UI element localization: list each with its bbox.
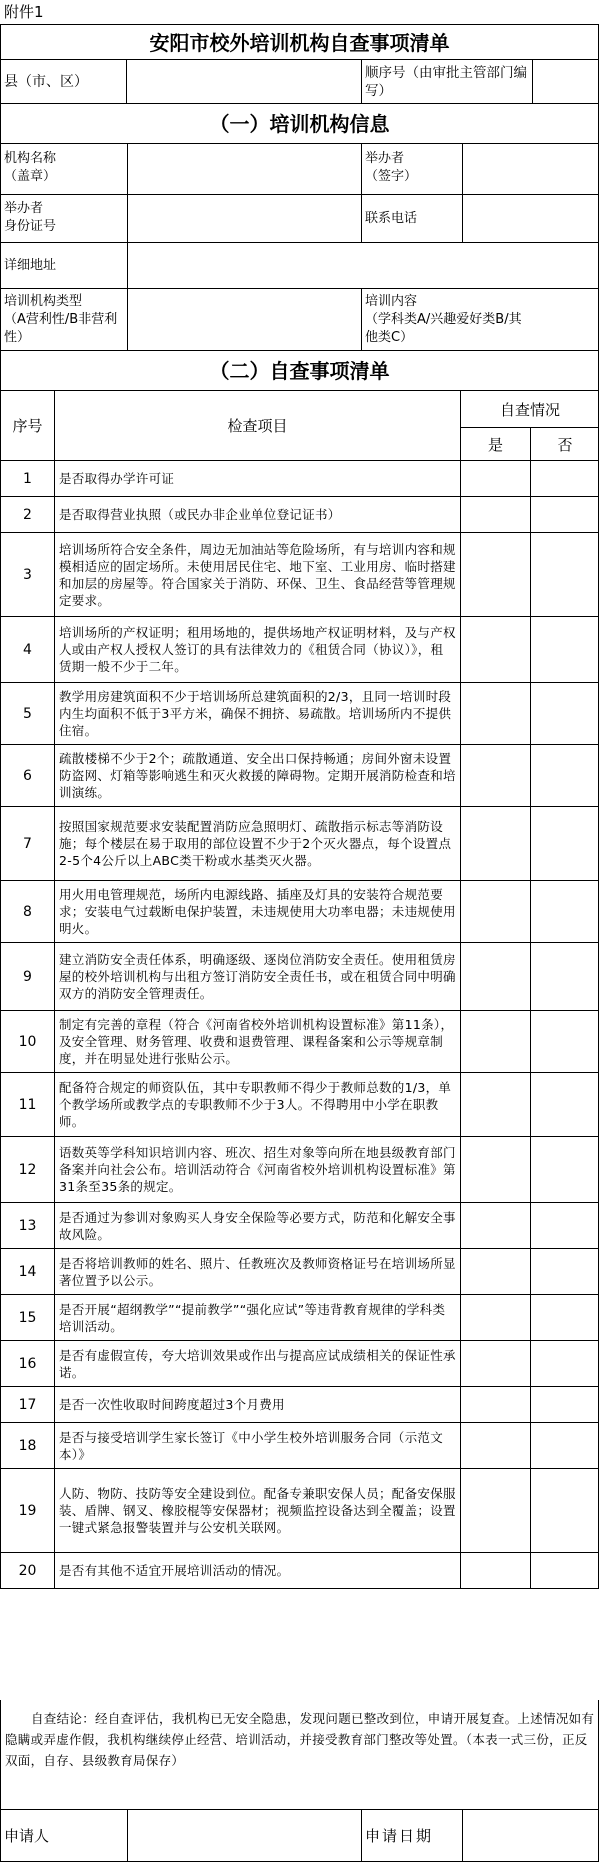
item-number: 9	[1, 943, 55, 1010]
section2-title: （二）自查事项清单	[0, 351, 599, 391]
item-text: 培训场所符合安全条件，周边无加油站等危险场所，有与培训内容和规模相适应的固定场所。未使用居民住宅、地下室、工业用房、临时搭建和加层的房屋等。符合国家关于消防、环保、卫生、食品经营等管理规定要求。	[55, 533, 461, 616]
item-no-checkbox[interactable]	[531, 533, 599, 616]
item-text: 是否取得营业执照（或民办非企业单位登记证书）	[55, 497, 461, 532]
item-yes-checkbox[interactable]	[461, 617, 531, 682]
item-yes-checkbox[interactable]	[461, 1073, 531, 1136]
table-row	[0, 1553, 599, 1589]
item-no-checkbox[interactable]	[531, 1469, 599, 1552]
item-number: 16	[1, 1341, 55, 1386]
item-text: 用火用电管理规范，场所内电源线路、插座及灯具的安装符合规范要求；安装电气过载断电保护装置，未违规使用大功率电器；未违规使用明火。	[55, 881, 461, 942]
table-row	[0, 943, 599, 1011]
item-yes-checkbox[interactable]	[461, 497, 531, 532]
org-name-row	[0, 144, 599, 195]
table-row	[0, 1295, 599, 1341]
org-type-row	[0, 289, 599, 351]
item-yes-checkbox[interactable]	[461, 1469, 531, 1552]
item-text: 是否通过为参训对象购买人身安全保险等必要方式，防范和化解安全事故风险。	[55, 1203, 461, 1248]
item-yes-checkbox[interactable]	[461, 1203, 531, 1248]
table-row	[0, 807, 599, 881]
item-text: 人防、物防、技防等安全建设到位。配备专兼职安保人员；配备安保服装、盾牌、钢叉、橡胶棍等安保器材；视频监控设备达到全覆盖；设置一键式紧急报警装置并与公安机关联网。	[55, 1469, 461, 1552]
table-row	[0, 683, 599, 745]
item-yes-checkbox[interactable]	[461, 1295, 531, 1340]
item-yes-checkbox[interactable]	[461, 745, 531, 806]
item-number: 19	[1, 1469, 55, 1552]
item-text: 语数英等学科知识培训内容、班次、招生对象等向所在地县级教育部门备案并向社会公布。培训活动符合《河南省校外培训机构设置标准》第31条至35条的规定。	[55, 1137, 461, 1202]
item-no-checkbox[interactable]	[531, 617, 599, 682]
item-number: 1	[1, 461, 55, 496]
table-row	[0, 1469, 599, 1553]
item-no-checkbox[interactable]	[531, 1387, 599, 1422]
item-number: 12	[1, 1137, 55, 1202]
item-yes-checkbox[interactable]	[461, 533, 531, 616]
item-no-checkbox[interactable]	[531, 497, 599, 532]
conclusion-box	[0, 1700, 599, 1810]
col-item-header: 检查项目	[55, 391, 461, 460]
footer-row	[0, 1810, 599, 1862]
table-row	[0, 1341, 599, 1387]
seq-label: 顺序号（由审批主管部门编写）	[365, 65, 527, 99]
phone-label: 联系电话	[365, 210, 418, 226]
table-row	[0, 1011, 599, 1073]
org-name-value[interactable]	[127, 144, 362, 194]
item-text: 按照国家规范要求安装配置消防应急照明灯、疏散指示标志等消防设施；每个楼层在易于取用的部位设置不少于2个灭火器点，每个设置点2-5个4公斤以上ABC类干粉或水基类灭火器。	[55, 807, 461, 880]
section1-title: （一）培训机构信息	[0, 104, 599, 144]
item-number: 17	[1, 1387, 55, 1422]
applicant-value[interactable]	[127, 1810, 362, 1861]
organizer-value[interactable]	[462, 144, 599, 194]
table-row	[0, 1203, 599, 1249]
col-yes-header: 是	[461, 428, 531, 460]
content-value[interactable]	[532, 289, 599, 350]
item-yes-checkbox[interactable]	[461, 1137, 531, 1202]
item-no-checkbox[interactable]	[531, 683, 599, 744]
table-row	[0, 461, 599, 497]
item-number: 3	[1, 533, 55, 616]
item-number: 2	[1, 497, 55, 532]
item-yes-checkbox[interactable]	[461, 1553, 531, 1588]
item-yes-checkbox[interactable]	[461, 881, 531, 942]
item-no-checkbox[interactable]	[531, 1011, 599, 1072]
table-row	[0, 1423, 599, 1469]
applicant-label: 申请人	[4, 1827, 50, 1845]
county-row	[0, 60, 599, 104]
item-no-checkbox[interactable]	[531, 1249, 599, 1294]
item-no-checkbox[interactable]	[531, 745, 599, 806]
item-number: 18	[1, 1423, 55, 1468]
item-number: 13	[1, 1203, 55, 1248]
table-row	[0, 1387, 599, 1423]
item-text: 建立消防安全责任体系，明确逐级、逐岗位消防安全责任。使用租赁房屋的校外培训机构与出租方签订消防安全责任书，或在租赁合同中明确双方的消防安全管理责任。	[55, 943, 461, 1010]
organizer-id-label: 举办者 身份证号	[4, 201, 57, 234]
table-row	[0, 745, 599, 807]
table-header	[0, 391, 599, 461]
table-row	[0, 497, 599, 533]
table-row	[0, 881, 599, 943]
address-value[interactable]	[127, 243, 599, 288]
item-yes-checkbox[interactable]	[461, 1011, 531, 1072]
item-number: 7	[1, 807, 55, 880]
organizer-label: 举办者 （签字）	[365, 151, 418, 184]
item-no-checkbox[interactable]	[531, 881, 599, 942]
item-yes-checkbox[interactable]	[461, 1423, 531, 1468]
table-row	[0, 1249, 599, 1295]
table-row	[0, 533, 599, 617]
org-type-value[interactable]	[127, 289, 362, 350]
item-text: 疏散楼梯不少于2个；疏散通道、安全出口保持畅通；房间外窗未设置防盗网、灯箱等影响逃生和灭火救援的障碍物。定期开展消防检查和培训演练。	[55, 745, 461, 806]
table-row	[0, 1137, 599, 1203]
item-no-checkbox[interactable]	[531, 1137, 599, 1202]
item-text: 是否将培训教师的姓名、照片、任教班次及教师资格证号在培训场所显著位置予以公示。	[55, 1249, 461, 1294]
content-label: 培训内容 （学科类A/兴趣爱好类B/其他类C）	[365, 294, 522, 345]
item-no-checkbox[interactable]	[531, 1341, 599, 1386]
item-no-checkbox[interactable]	[531, 807, 599, 880]
item-text: 是否有其他不适宜开展培训活动的情况。	[55, 1553, 461, 1588]
phone-value[interactable]	[462, 195, 599, 242]
item-text: 培训场所的产权证明；租用场地的，提供场地产权证明材料，及与产权人或由产权人授权人签订的具有法律效力的《租赁合同（协议）》，租赁期一般不少于二年。	[55, 617, 461, 682]
item-number: 11	[1, 1073, 55, 1136]
date-value[interactable]	[462, 1810, 599, 1861]
item-yes-checkbox[interactable]	[461, 1387, 531, 1422]
item-no-checkbox[interactable]	[531, 943, 599, 1010]
item-number: 5	[1, 683, 55, 744]
col-no-header: 序号	[1, 391, 55, 460]
organizer-id-value[interactable]	[127, 195, 362, 242]
item-number: 14	[1, 1249, 55, 1294]
county-value[interactable]	[127, 60, 362, 103]
item-no-checkbox[interactable]	[531, 1295, 599, 1340]
seq-value[interactable]	[532, 60, 599, 103]
item-number: 20	[1, 1553, 55, 1588]
item-yes-checkbox[interactable]	[461, 1249, 531, 1294]
item-yes-checkbox[interactable]	[461, 461, 531, 496]
address-row	[0, 243, 599, 289]
col-self-header: 自查情况	[461, 391, 599, 428]
item-yes-checkbox[interactable]	[461, 943, 531, 1010]
item-no-checkbox[interactable]	[531, 1553, 599, 1588]
item-no-checkbox[interactable]	[531, 1423, 599, 1468]
item-no-checkbox[interactable]	[531, 1203, 599, 1248]
item-no-checkbox[interactable]	[531, 461, 599, 496]
item-text: 制定有完善的章程（符合《河南省校外培训机构设置标准》第11条），及安全管理、财务管理、收费和退费管理、课程备案和公示等规章制度，并在明显处进行张贴公示。	[55, 1011, 461, 1072]
table-row	[0, 1073, 599, 1137]
item-text: 配备符合规定的师资队伍，其中专职教师不得少于教师总数的1/3，单个教学场所或教学点的专职教师不少于3人。不得聘用中小学在职教师。	[55, 1073, 461, 1136]
item-number: 10	[1, 1011, 55, 1072]
item-number: 6	[1, 745, 55, 806]
item-text: 是否与接受培训学生家长签订《中小学生校外培训服务合同（示范文本）》	[55, 1423, 461, 1468]
item-yes-checkbox[interactable]	[461, 807, 531, 880]
col-no-ans-header: 否	[557, 435, 573, 454]
item-yes-checkbox[interactable]	[461, 683, 531, 744]
item-number: 8	[1, 881, 55, 942]
form-title: 安阳市校外培训机构自查事项清单	[0, 24, 599, 60]
org-type-label: 培训机构类型 （A营利性/B非营利性）	[4, 294, 118, 345]
item-no-checkbox[interactable]	[531, 1073, 599, 1136]
item-text: 是否一次性收取时间跨度超过3个月费用	[55, 1387, 461, 1422]
attachment-label: 附件1	[4, 3, 44, 21]
item-text: 是否取得办学许可证	[55, 461, 461, 496]
address-label: 详细地址	[4, 257, 57, 273]
org-name-label: 机构名称 （盖章）	[4, 151, 57, 184]
table-row	[0, 617, 599, 683]
item-number: 4	[1, 617, 55, 682]
date-label: 申请日期	[365, 1827, 434, 1845]
item-text: 是否开展“超纲教学”“提前教学”“强化应试”等违背教育规律的学科类培训活动。	[55, 1295, 461, 1340]
conclusion-text: 自查结论：经自查评估，我机构已无安全隐患，发现问题已整改到位，申请开展复查。上述情况如有隐瞒或弄虚作假，我机构继续停止经营、培训活动，并接受教育部门整改等处置。（本表一式三份，正反双面，自存、县级教育局保存）	[5, 1711, 595, 1768]
item-text: 教学用房建筑面积不少于培训场所总建筑面积的2/3，且同一培训时段内生均面积不低于3平方米，确保不拥挤、易疏散。培训场所内不提供住宿。	[55, 683, 461, 744]
item-yes-checkbox[interactable]	[461, 1341, 531, 1386]
county-label: 县（市、区）	[1, 60, 127, 103]
item-number: 15	[1, 1295, 55, 1340]
organizer-id-row	[0, 195, 599, 243]
item-text: 是否有虚假宣传，夸大培训效果或作出与提高应试成绩相关的保证性承诺。	[55, 1341, 461, 1386]
